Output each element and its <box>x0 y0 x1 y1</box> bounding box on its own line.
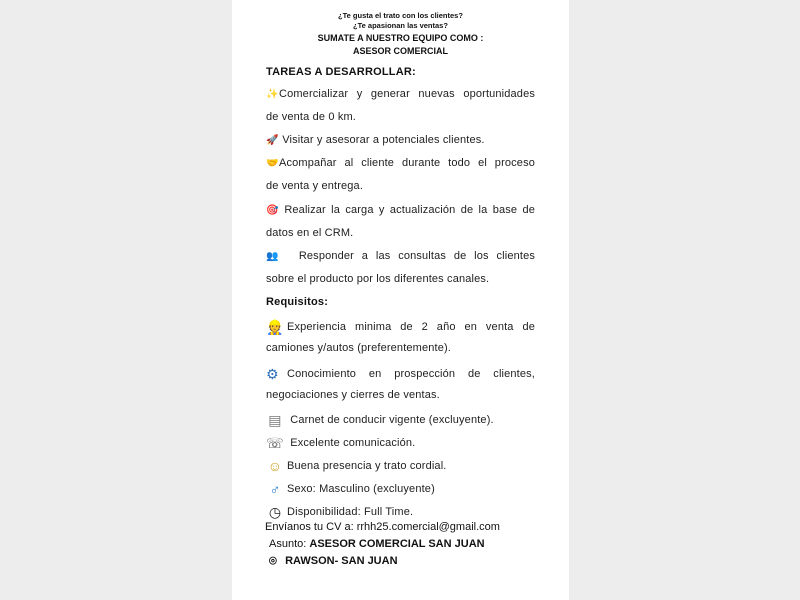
job-title: ASESOR COMERCIAL <box>352 46 448 56</box>
task-1-line-1: ✨Comercializar y generar nuevas oportunidades <box>266 88 535 100</box>
male-icon: ♂ <box>269 481 281 497</box>
task-3-line-2: de venta y entrega. <box>266 180 364 192</box>
cv-email-line: Envíanos tu CV a: rrhh25.comercial@gmail.com <box>265 521 500 533</box>
clock-icon: ◷ <box>268 504 282 520</box>
subject-label: Asunto: <box>269 538 307 550</box>
location-text: RAWSON- SAN JUAN <box>285 555 398 567</box>
task-4-line-2: datos en el CRM. <box>266 227 354 239</box>
network-icon: ⚙ <box>266 366 279 382</box>
tasks-title: TAREAS A DESARROLLAR: <box>266 66 416 78</box>
req-3-line-1: ▤ Carnet de conducir vigente (excluyente). <box>266 412 535 429</box>
header-call-to-action: SUMATE A NUESTRO EQUIPO COMO : <box>317 33 484 43</box>
task-5-line-2: sobre el producto por los diferentes canales. <box>266 273 490 285</box>
rocket-icon: 🚀 <box>266 135 279 146</box>
task-2-line-1: 🚀 Visitar y asesorar a potenciales clientes. <box>266 134 485 146</box>
req-6-line-1: ♂ Sexo: Masculino (excluyente) <box>266 481 535 497</box>
handshake-icon: 🤝 <box>266 158 279 169</box>
person-icon: ☺ <box>267 458 283 474</box>
task-1-line-2: de venta de 0 km. <box>266 111 356 123</box>
subject-value: ASESOR COMERCIAL SAN JUAN <box>309 538 485 550</box>
subject-line <box>269 538 485 550</box>
target-icon: 🎯 <box>266 205 279 216</box>
location-line <box>269 553 398 569</box>
communication-icon: ☏ <box>266 435 284 451</box>
task-4-line-1: 🎯 Realizar la carga y actualización de la base de <box>266 204 535 216</box>
req-1-line-1: 👷 Experiencia minima de 2 año en venta de <box>266 319 535 335</box>
requirements-title: Requisitos: <box>266 296 329 308</box>
header-question-2: ¿Te apasionan las ventas? <box>353 21 448 30</box>
job-flyer <box>232 0 569 600</box>
task-5-line-1: 👥 Responder a las consultas de los clientes <box>266 250 535 262</box>
worker-icon: 👷 <box>266 319 284 335</box>
people-icon: 👥 <box>266 251 279 262</box>
map-pin-icon: ⌾ <box>269 553 277 568</box>
req-1-line-2: camiones y/autos (preferentemente). <box>266 342 452 354</box>
task-3-line-1: 🤝Acompañar al cliente durante todo el proceso <box>266 157 535 169</box>
req-2-line-2: negociaciones y cierres de ventas. <box>266 389 440 401</box>
req-5-line-1: ☺ Buena presencia y trato cordial. <box>267 458 447 474</box>
id-card-icon: ▤ <box>268 412 282 428</box>
header-question-1: ¿Te gusta el trato con los clientes? <box>338 11 463 20</box>
req-4-line-1: ☏ Excelente comunicación. <box>266 435 416 451</box>
sparkles-icon: ✨ <box>266 89 279 100</box>
req-2-line-1: ⚙ Conocimiento en prospección de clientes, <box>266 366 535 382</box>
req-7-line-1: ◷ Disponibilidad: Full Time. <box>266 504 535 521</box>
